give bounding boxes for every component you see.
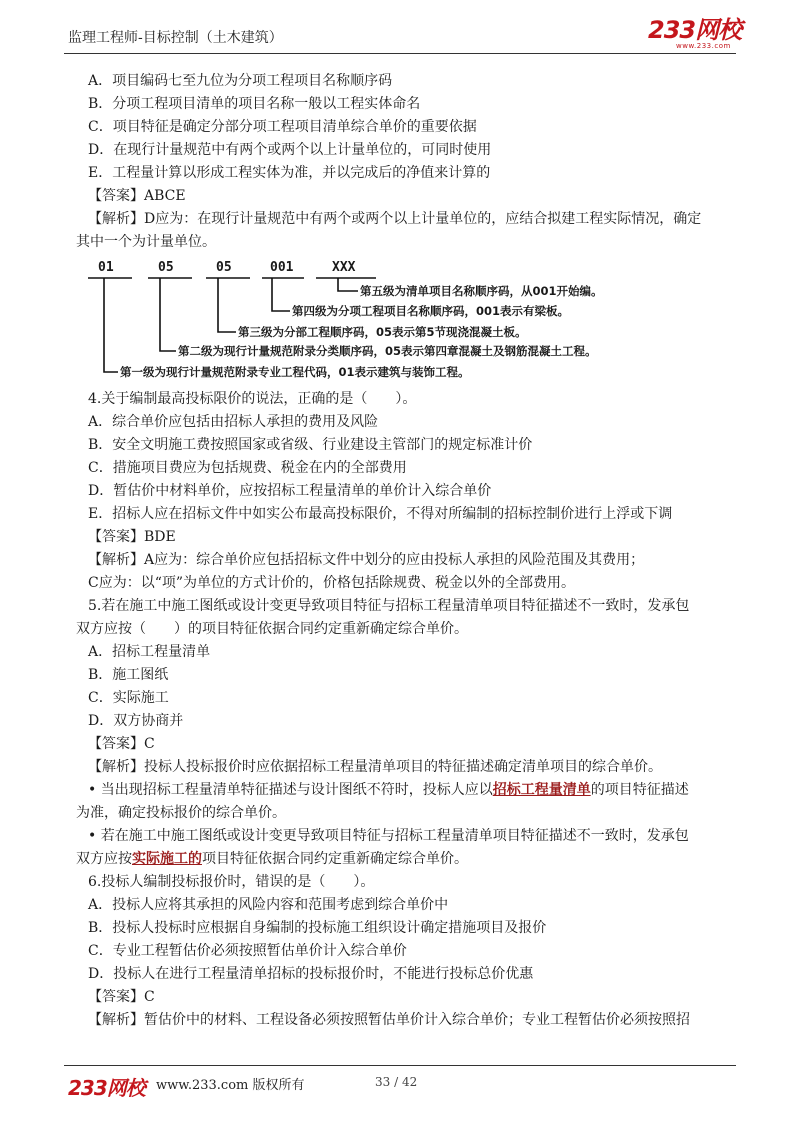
code-segment-5: XXX	[332, 260, 356, 275]
code-segment-2: 05	[158, 260, 174, 275]
brand-logo: 233网校	[648, 16, 742, 44]
analysis: 【解析】D应为：在现行计量规范中有两个或两个以上计量单位的，应结合拟建工程实际情况，确定	[88, 211, 702, 227]
footer-logo: 233网校	[68, 1076, 145, 1100]
q4-option-c: C．措施项目费应为包括规费、税金在内的全部费用	[88, 460, 407, 476]
document-body	[76, 70, 736, 1032]
code-segment-1: 01	[98, 260, 114, 275]
header-title: 监理工程师-目标控制（土木建筑）	[68, 30, 283, 46]
footer-copyright: www.233.com 版权所有	[156, 1078, 305, 1093]
q5-option-b: B．施工图纸	[88, 667, 169, 683]
code-segment-3: 05	[216, 260, 232, 275]
q6-analysis: 【解析】暂估价中的材料、工程设备必须按照暂估单价计入综合单价；专业工程暂估价必须按照招	[88, 1012, 690, 1028]
option-d: D．在现行计量规范中有两个或两个以上计量单位的，可同时使用	[88, 142, 492, 158]
footer-divider	[64, 1065, 736, 1066]
q5-option-d: D．双方协商并	[88, 713, 184, 729]
option-c: C．项目特征是确定分部分项工程项目清单综合单价的重要依据	[88, 119, 477, 135]
option-e: E．工程量计算以形成工程实体为准，并以完成后的净值来计算的	[88, 165, 491, 181]
q5-bullet-2: • 若在施工中施工图纸或设计变更导致项目特征与招标工程量清单项目特征描述不一致时，发承包	[88, 828, 689, 844]
q5-bullet-2-continued	[76, 848, 736, 871]
answer: 【答案】ABCE	[88, 188, 186, 204]
q6-option-c: C．专业工程暂估价必须按照暂估单价计入综合单价	[88, 943, 407, 959]
q5-bullet-1-continued: 为准，确定投标报价的综合单价。	[76, 805, 286, 821]
option-b: B．分项工程项目清单的项目名称一般以工程实体命名	[88, 96, 421, 112]
q5-bullet-1-text-end: 的项目特征描述	[590, 782, 689, 798]
analysis-continued: 其中一个为计量单位。	[76, 234, 216, 250]
level-1-desc: 第一级为现行计量规范附录专业工程代码，01表示建筑与装饰工程。	[120, 365, 470, 379]
q5-bullet-2-highlight: 实际施工的	[132, 851, 202, 867]
q4-option-e: E．招标人应在招标文件中如实公布最高投标限价，不得对所编制的招标控制价进行上浮或下调	[88, 506, 673, 522]
level-4-desc: 第四级为分项工程项目名称顺序码，001表示有梁板。	[292, 304, 570, 318]
question-4-stem: 4.关于编制最高投标限价的说法，正确的是（ ）。	[88, 391, 417, 407]
q6-answer: 【答案】C	[88, 989, 155, 1005]
q5-option-c: C．实际施工	[88, 690, 169, 706]
q5-bullet-2-text: 双方应按	[76, 851, 132, 867]
q4-option-a: A．综合单价应包括由招标人承担的费用及风险	[88, 414, 379, 430]
question-5-stem: 5.若在施工中施工图纸或设计变更导致项目特征与招标工程量清单项目特征描述不一致时，发承包	[88, 598, 690, 614]
q5-bullet-2-text-end: 项目特征依据合同约定重新确定综合单价。	[202, 851, 468, 867]
q4-answer: 【答案】BDE	[88, 529, 176, 545]
q4-analysis: 【解析】A应为：综合单价应包括招标文件中划分的应由投标人承担的风险范围及其费用；	[88, 552, 645, 568]
code-segment-4: 001	[270, 260, 294, 275]
q6-option-d: D．投标人在进行工程量清单招标的投标报价时，不能进行投标总价优惠	[88, 966, 534, 982]
page-number: 33 / 42	[375, 1075, 418, 1089]
level-2-desc: 第二级为现行计量规范附录分类顺序码，05表示第四章混凝土及钢筋混凝土工程。	[178, 344, 597, 358]
q5-option-a: A．招标工程量清单	[88, 644, 211, 660]
q6-option-a: A．投标人应将其承担的风险内容和范围考虑到综合单价中	[88, 897, 449, 913]
brand-logo-url: www.233.com	[676, 42, 731, 50]
code-structure-diagram	[76, 258, 736, 388]
q6-option-b: B．投标人投标时应根据自身编制的投标施工组织设计确定措施项目及报价	[88, 920, 547, 936]
q5-answer: 【答案】C	[88, 736, 155, 752]
q4-analysis-continued: C应为：以“项”为单位的方式计价的，价格包括除规费、税金以外的全部费用。	[88, 575, 576, 591]
q5-analysis: 【解析】投标人投标报价时应依据招标工程量清单项目的特征描述确定清单项目的综合单价。	[88, 759, 662, 775]
q5-bullet-1-highlight: 招标工程量清单	[492, 782, 591, 798]
q4-option-b: B．安全文明施工费按照国家或省级、行业建设主管部门的规定标准计价	[88, 437, 533, 453]
option-a: A．项目编码七至九位为分项工程项目名称顺序码	[88, 73, 393, 89]
question-6-stem: 6.投标人编制投标报价时，错误的是（ ）。	[88, 874, 375, 890]
question-5-stem-continued: 双方应按（ ）的项目特征依据合同约定重新确定综合单价。	[76, 621, 468, 637]
level-3-desc: 第三级为分部工程顺序码，05表示第5节现浇混凝土板。	[238, 325, 527, 339]
q5-bullet-1	[76, 779, 736, 802]
level-5-desc: 第五级为清单项目名称顺序码，从001开始编。	[360, 284, 603, 298]
q4-option-d: D．暂估价中材料单价，应按招标工程量清单的单价计入综合单价	[88, 483, 492, 499]
header-divider	[64, 53, 736, 54]
q5-bullet-1-text: • 当出现招标工程量清单特征描述与设计图纸不符时，投标人应以	[88, 782, 493, 798]
